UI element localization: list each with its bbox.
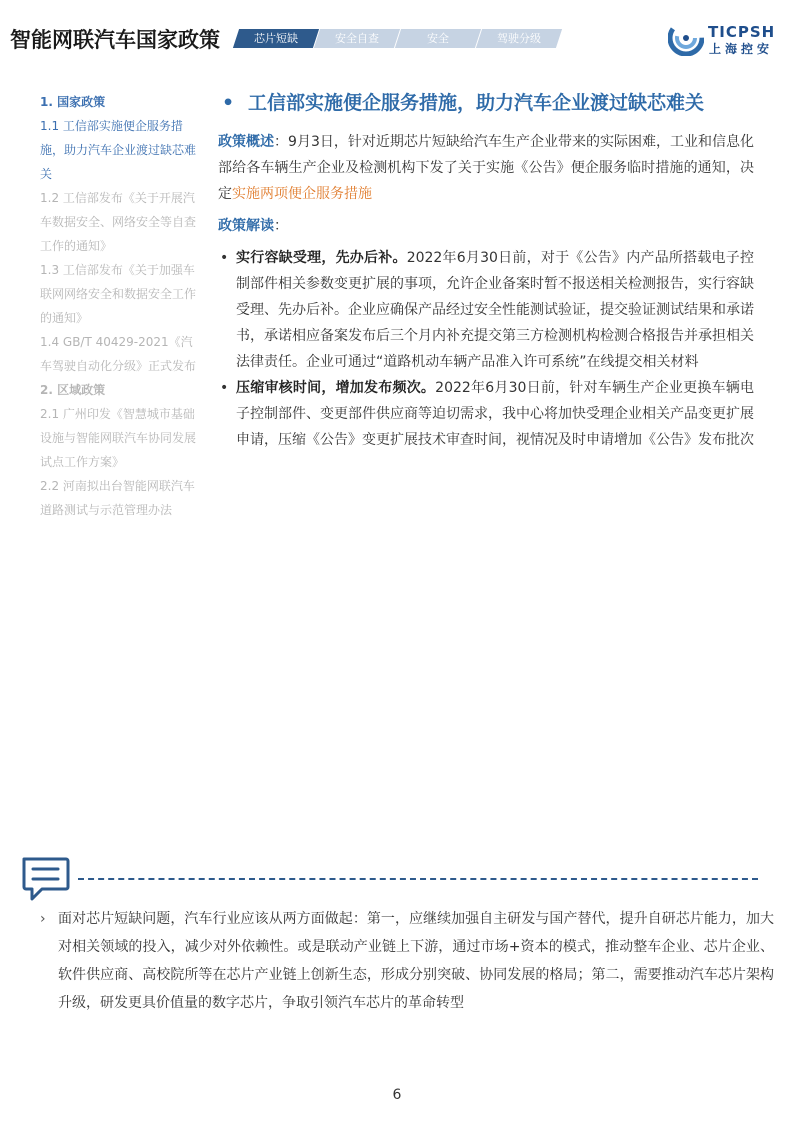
- interpret-label: 政策解读: [218, 218, 274, 234]
- toc-item-regional-policy[interactable]: 2. 区域政策: [40, 383, 106, 397]
- article-title-text: 工信部实施便企服务措施，助力汽车企业渡过缺芯难关: [248, 92, 705, 114]
- company-logo: [668, 20, 780, 60]
- tab-chip-shortage[interactable]: 芯片短缺: [233, 29, 319, 48]
- interpretation-list: [218, 245, 754, 453]
- page-number: 6: [392, 1087, 402, 1103]
- list-bullet: •: [220, 250, 229, 266]
- toc-item-1-1[interactable]: 1.1 工信部实施便企服务措施，助力汽车企业渡过缺芯难关: [40, 119, 197, 181]
- toc-item-1-4[interactable]: 1.4 GB/T 40429-2021《汽车驾驶自动化分级》正式发布: [40, 335, 197, 373]
- list-item-lead: 压缩审核时间，增加发布频次。: [236, 380, 436, 396]
- list-item: [218, 375, 754, 453]
- article: [218, 90, 754, 453]
- overview-highlight-link[interactable]: 实施两项便企服务措施: [232, 186, 372, 202]
- policy-overview: [218, 129, 754, 207]
- toc-item-2-1[interactable]: 2.1 广州印发《智慧城市基础设施与智能网联汽车协同发展试点工作方案》: [40, 407, 197, 469]
- summary-note: [40, 905, 774, 1017]
- article-title: [218, 90, 754, 117]
- summary-text: 面对芯片短缺问题，汽车行业应该从两方面做起：第一，应继续加强自主研发与国产替代，提升自研芯片能力，加大对相关领域的投入，减少对外依赖性。或是联动产业链上下游，通过市场+资本的模式，推动整车企业、芯片企业、软件供应商、高校院所等在芯片产业链上创新生态，形成分别突破、协同发展的格局；第二，需要推动汽车芯片架构升级，研发更具价值量的数字芯片，争取引领汽车芯片的革命转型: [58, 911, 774, 1011]
- comment-icon: [20, 855, 72, 903]
- tab-security[interactable]: 安全: [395, 29, 481, 48]
- overview-label: 政策概述: [218, 134, 275, 150]
- table-of-contents: [40, 90, 200, 522]
- tab-driving-levels[interactable]: 驾驶分级: [476, 29, 562, 48]
- list-item-lead: 实行容缺受理，先办后补。: [236, 250, 407, 266]
- page-title: 智能网联汽车国家政策: [10, 28, 220, 52]
- toc-item-1-3[interactable]: 1.3 工信部发布《关于加强车联网网络安全和数据安全工作的通知》: [40, 263, 197, 325]
- title-bullet: •: [222, 92, 235, 114]
- list-bullet: •: [220, 380, 229, 396]
- section-divider: [78, 878, 758, 880]
- list-item-text: 2022年6月30日前，对于《公告》内产品所搭载电子控制部件相关参数变更扩展的事项，允许企业备案时暂不报送相关检测报告，实行容缺受理、先办后补。企业应确保产品经过安全性能测试验证，提交验证测试结果和承诺书，承诺相应备案发布后三个月内补充提交第三方检测机构检测合格报告并承担相关法律责任。企业可通过“道路机动车辆产品准入许可系统”在线提交相关材料: [236, 250, 754, 370]
- logo-swirl-icon: [668, 20, 704, 56]
- list-item: [218, 245, 754, 375]
- toc-item-1-2[interactable]: 1.2 工信部发布《关于开展汽车数据安全、网络安全等自查工作的通知》: [40, 191, 197, 253]
- tab-security-self-check[interactable]: 安全自查: [314, 29, 400, 48]
- interpret-colon: ：: [274, 218, 288, 234]
- overview-text: ：9月3日，针对近期芯片短缺给汽车生产企业带来的实际困难，工业和信息化部给各车辆生产企业及检测机构下发了关于实施《公告》便企服务临时措施的通知，决定: [218, 134, 755, 202]
- logo-english-text: TICPSH: [708, 23, 776, 41]
- toc-item-2-2[interactable]: 2.2 河南拟出台智能网联汽车道路测试与示范管理办法: [40, 479, 195, 517]
- policy-interpretation-heading: [218, 213, 754, 239]
- logo-chinese-text: 上海控安: [709, 42, 774, 56]
- toc-item-national-policy[interactable]: 1. 国家政策: [40, 95, 106, 109]
- list-item-text: 2022年6月30日前，针对车辆生产企业更换车辆电子控制部件、变更部件供应商等迫切需求，我中心将加快受理企业相关产品变更扩展申请，压缩《公告》变更扩展技术审查时间，视情况及时申请增加《公告》发布批次: [236, 380, 755, 448]
- chevron-right-icon: ›: [40, 911, 46, 927]
